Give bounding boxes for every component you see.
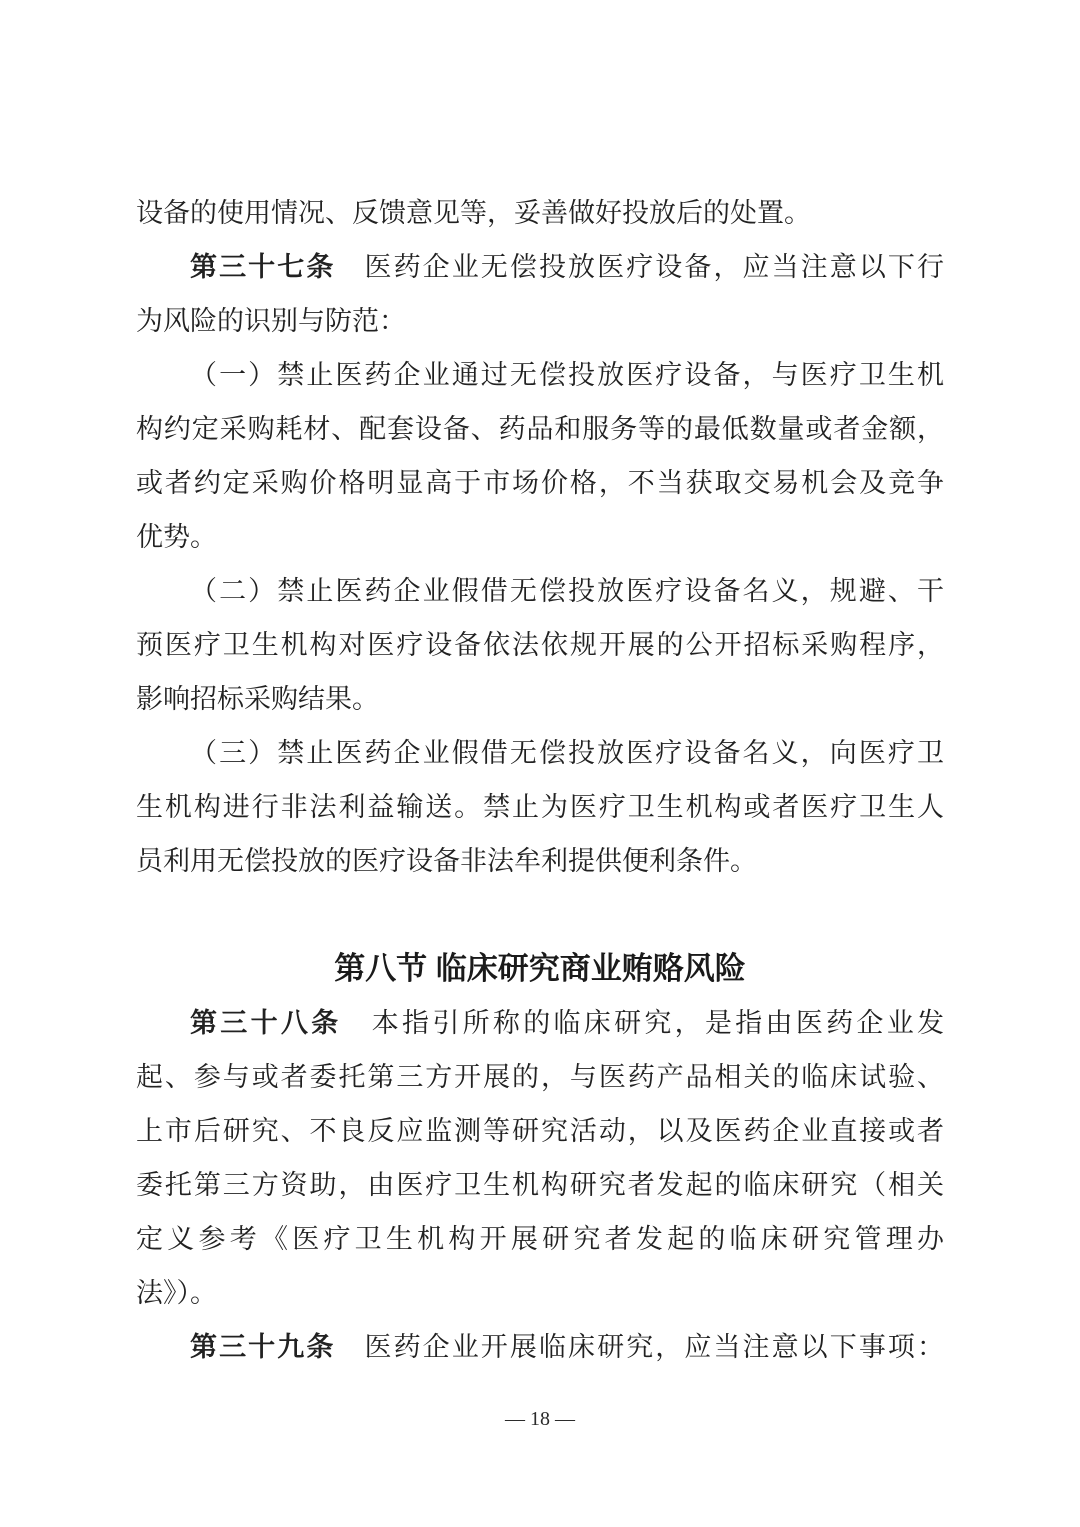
text-line [136, 1320, 944, 1374]
text-line: 构约定采购耗材、配套设备、药品和服务等的最低数量或者金额， [136, 414, 944, 444]
text-line: 委托第三方资助，由医疗卫生机构研究者发起的临床研究（相关 [136, 1170, 944, 1200]
page-body [136, 186, 944, 1374]
text-line [136, 240, 944, 294]
text-line [136, 996, 944, 1050]
text-run: 医药企业开展临床研究，应当注意以下事项： [335, 1332, 945, 1362]
text-line: 员利用无偿投放的医疗设备非法牟利提供便利条件。 [136, 846, 757, 876]
text-run: 本指引所称的临床研究，是指由医药企业发 [341, 1008, 945, 1038]
text-line: 影响招标采购结果。 [136, 684, 379, 714]
text-line: （三）禁止医药企业假借无偿投放医疗设备名义，向医疗卫 [190, 738, 944, 768]
text-line: 生机构进行非法利益输送。禁止为医疗卫生机构或者医疗卫生人 [136, 792, 944, 822]
text-line: （二）禁止医药企业假借无偿投放医疗设备名义，规避、干 [190, 576, 944, 606]
text-line: 或者约定采购价格明显高于市场价格，不当获取交易机会及竞争 [136, 468, 944, 498]
text-line: 设备的使用情况、反馈意见等，妥善做好投放后的处置。 [136, 198, 811, 228]
text-line: 起、参与或者委托第三方开展的，与医药产品相关的临床试验、 [136, 1062, 944, 1092]
text-line: 为风险的识别与防范： [136, 306, 406, 336]
text-line: 定义参考《医疗卫生机构开展研究者发起的临床研究管理办 [136, 1224, 944, 1254]
article-number: 第三十八条 [190, 1008, 342, 1038]
text-line: 预医疗卫生机构对医疗设备依法依规开展的公开招标采购程序， [136, 630, 944, 660]
article-number: 第三十七条 [190, 252, 336, 282]
text-line: 优势。 [136, 522, 217, 552]
section-heading: 第八节 临床研究商业贿赂风险 [334, 951, 746, 986]
text-line: 法》）。 [136, 1278, 217, 1308]
article-number: 第三十九条 [190, 1332, 336, 1362]
page-number: — 18 — [505, 1408, 575, 1430]
text-line: 上市后研究、不良反应监测等研究活动，以及医药企业直接或者 [136, 1116, 944, 1146]
text-run: 医药企业无偿投放医疗设备，应当注意以下行 [335, 252, 945, 282]
text-line: （一）禁止医药企业通过无偿投放医疗设备，与医疗卫生机 [190, 360, 944, 390]
